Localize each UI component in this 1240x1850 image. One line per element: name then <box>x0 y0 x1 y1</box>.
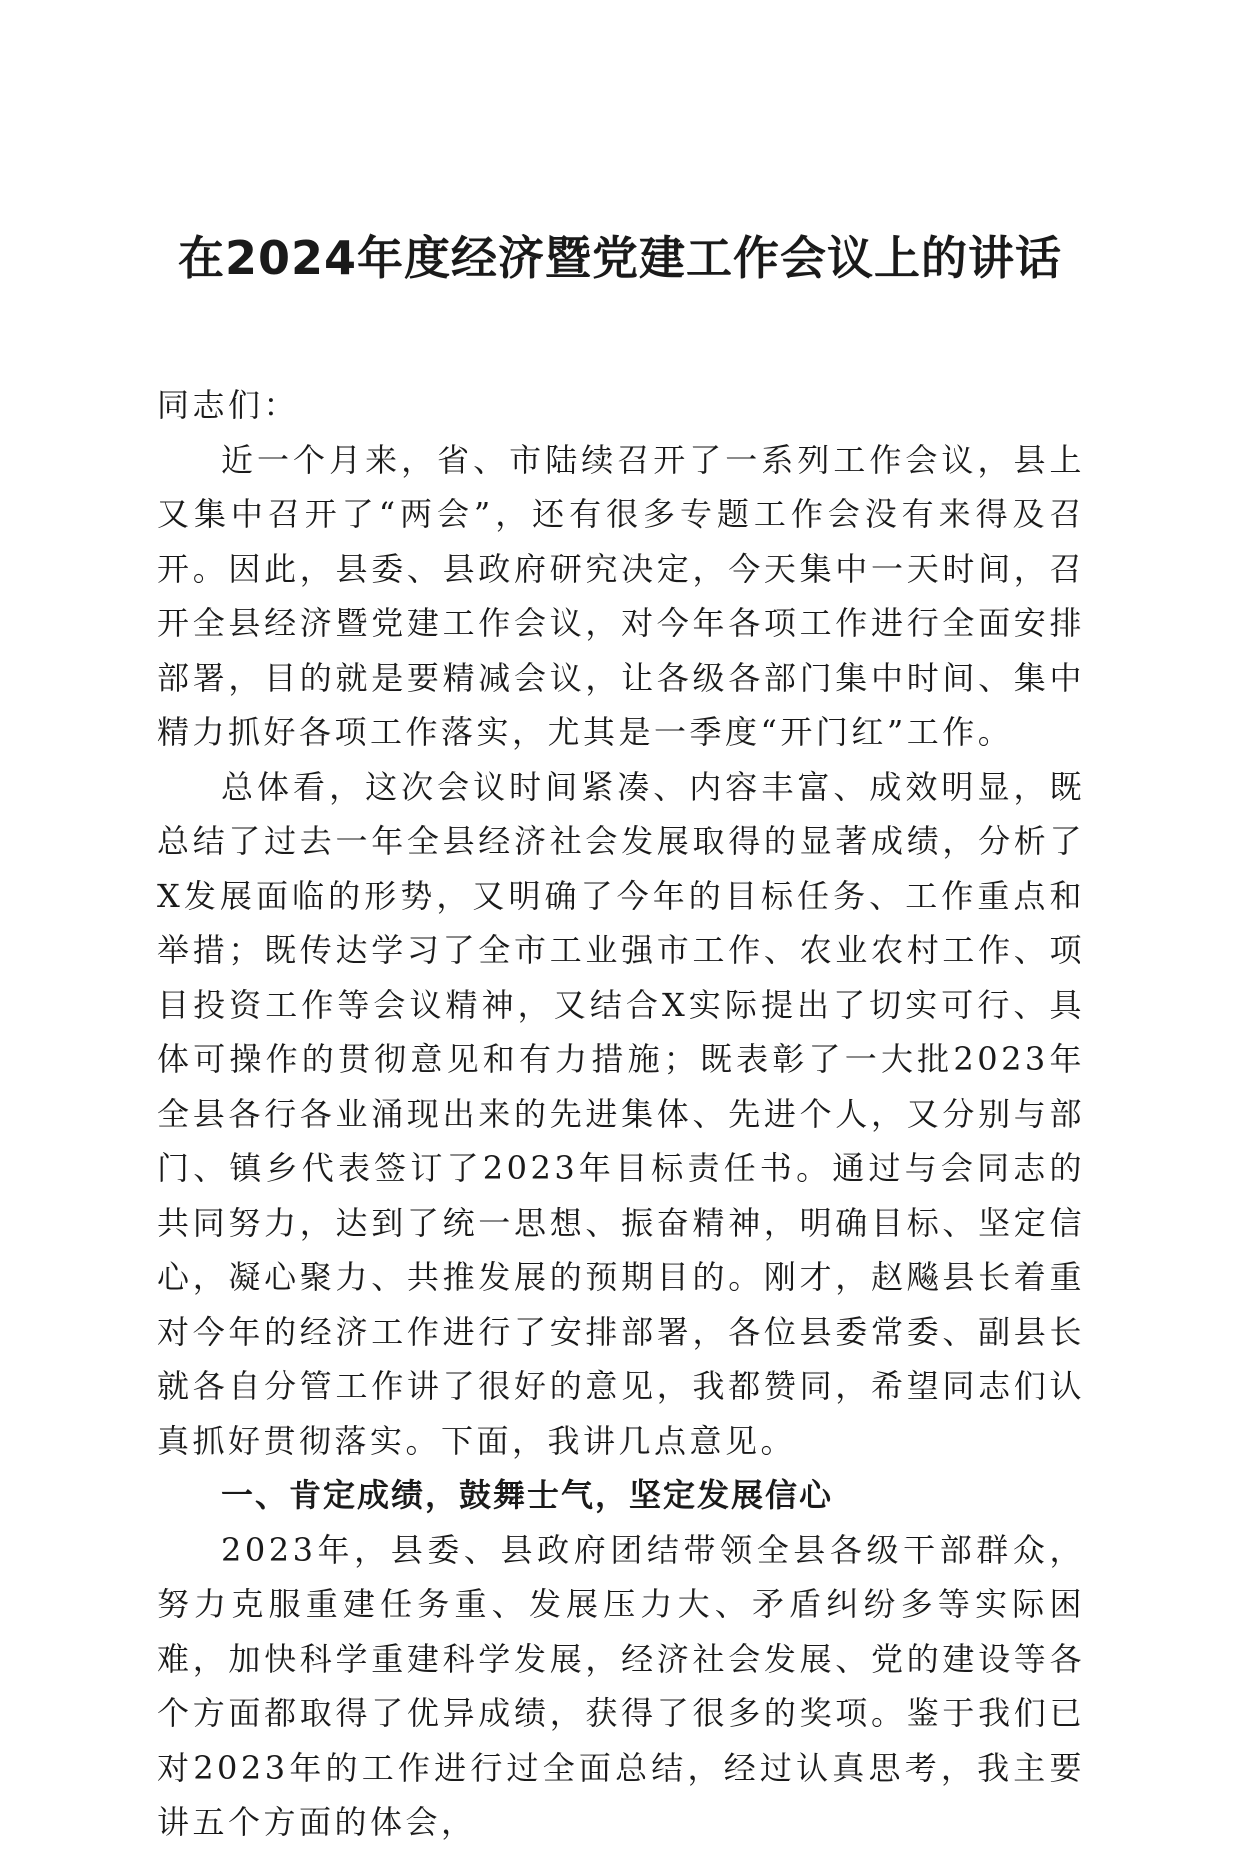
paragraph-summary: 总体看，这次会议时间紧凑、内容丰富、成效明显，既总结了过去一年全县经济社会发展取得的显著成绩，分析了X发展面临的形势，又明确了今年的目标任务、工作重点和举措；既传达学习了全市工业强市工作、农业农村工作、项目投资工作等会议精神，又结合X实际提出了切实可行、具体可操作的贯彻意见和有力措施；既表彰了一大批2023年全县各行各业涌现出来的先进集体、先进个人，又分别与部门、镇乡代表签订了2023年目标责任书。通过与会同志的共同努力，达到了统一思想、振奋精神，明确目标、坚定信心，凝心聚力、共推发展的预期目的。刚才，赵飚县长着重对今年的经济工作进行了安排部署，各位县委常委、副县长就各自分管工作讲了很好的意见，我都赞同，希望同志们认真抓好贯彻落实。下面，我讲几点意见。 <box>157 767 1085 1460</box>
section-paragraph: 2023年，县委、县政府团结带领全县各级干部群众，努力克服重建任务重、发展压力大、矛盾纠纷多等实际困难，加快科学重建科学发展，经济社会发展、党的建设等各个方面都取得了优异成绩，获得了很多的奖项。鉴于我们已对2023年的工作进行过全面总结，经过认真思考，我主要讲五个方面的体会， <box>157 1530 1085 1841</box>
section-heading: 一、肯定成绩，鼓舞士气，坚定发展信心 <box>221 1476 834 1514</box>
salutation: 同志们： <box>157 386 300 424</box>
document-body <box>157 378 1085 1850</box>
paragraph-intro: 近一个月来，省、市陆续召开了一系列工作会议，县上又集中召开了“两会”，还有很多专题工作会没有来得及召开。因此，县委、县政府研究决定，今天集中一天时间，召开全县经济暨党建工作会议，对今年各项工作进行全面安排部署，目的就是要精减会议，让各级各部门集中时间、集中精力抓好各项工作落实，尤其是一季度“开门红”工作。 <box>157 440 1085 751</box>
document-title: 在2024年度经济暨党建工作会议上的讲话 <box>177 231 1063 285</box>
